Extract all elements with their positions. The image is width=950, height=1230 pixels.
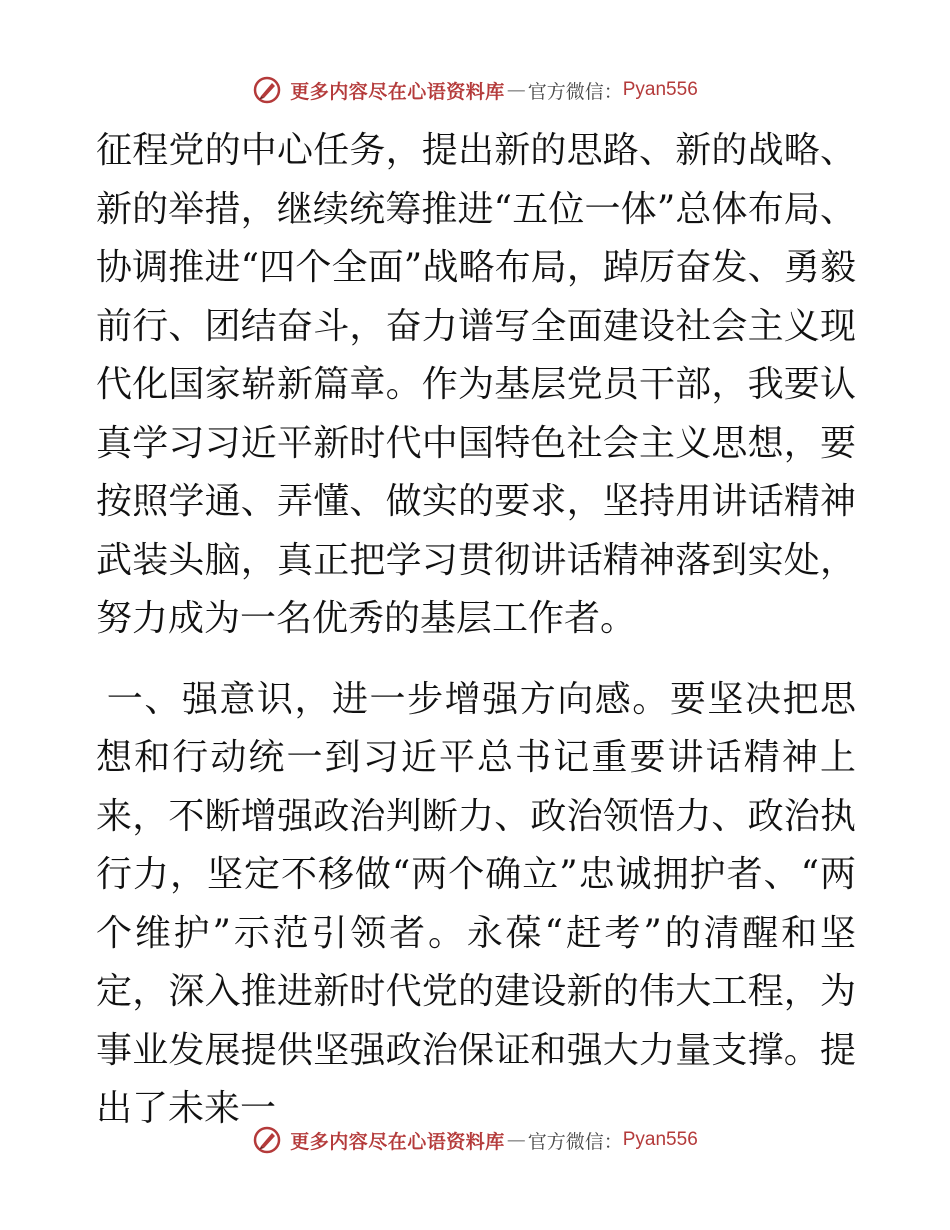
- footer-brand-text: 更多内容尽在心语资料库: [290, 1130, 505, 1153]
- header-wechat-label: 官方微信：: [527, 80, 623, 103]
- footer-wechat-label: 官方微信：: [527, 1130, 623, 1153]
- page-footer: [0, 1120, 950, 1160]
- document-body: [96, 122, 856, 1139]
- page-header: [0, 70, 950, 110]
- header-wechat-id: Pyan556: [622, 79, 698, 100]
- pen-circle-logo-icon: [252, 1125, 282, 1155]
- header-brand-text: 更多内容尽在心语资料库: [290, 80, 505, 103]
- paragraph-1: 征程党的中心任务，提出新的思路、新的战略、新的举措，继续统筹推进“五位一体”总体布局、协调推进“四个全面”战略布局，踔厉奋发、勇毅前行、团结奋斗，奋力谱写全面建设社会主义现代化国家崭新篇章。作为基层党员干部，我要认真学习习近平新时代中国特色社会主义思想，要按照学通、弄懂、做实的要求，坚持用讲话精神武装头脑，真正把学习贯彻讲话精神落到实处，努力成为一名优秀的基层工作者。: [96, 130, 856, 639]
- footer-separator: —: [506, 1129, 526, 1151]
- header-separator: —: [506, 79, 526, 101]
- paragraph-2: 一、强意识，进一步增强方向感。要坚决把思想和行动统一到习近平总书记重要讲话精神上来，不断增强政治判断力、政治领悟力、政治执行力，坚定不移做“两个确立”忠诚拥护者、“两个维护”示范引领者。永葆“赶考”的清醒和坚定，深入推进新时代党的建设新的伟大工程，为事业发展提供坚强政治保证和强大力量支撑。提出了未来一: [96, 678, 856, 1129]
- footer-wechat-id: Pyan556: [622, 1129, 698, 1150]
- pen-circle-logo-icon: [252, 75, 282, 105]
